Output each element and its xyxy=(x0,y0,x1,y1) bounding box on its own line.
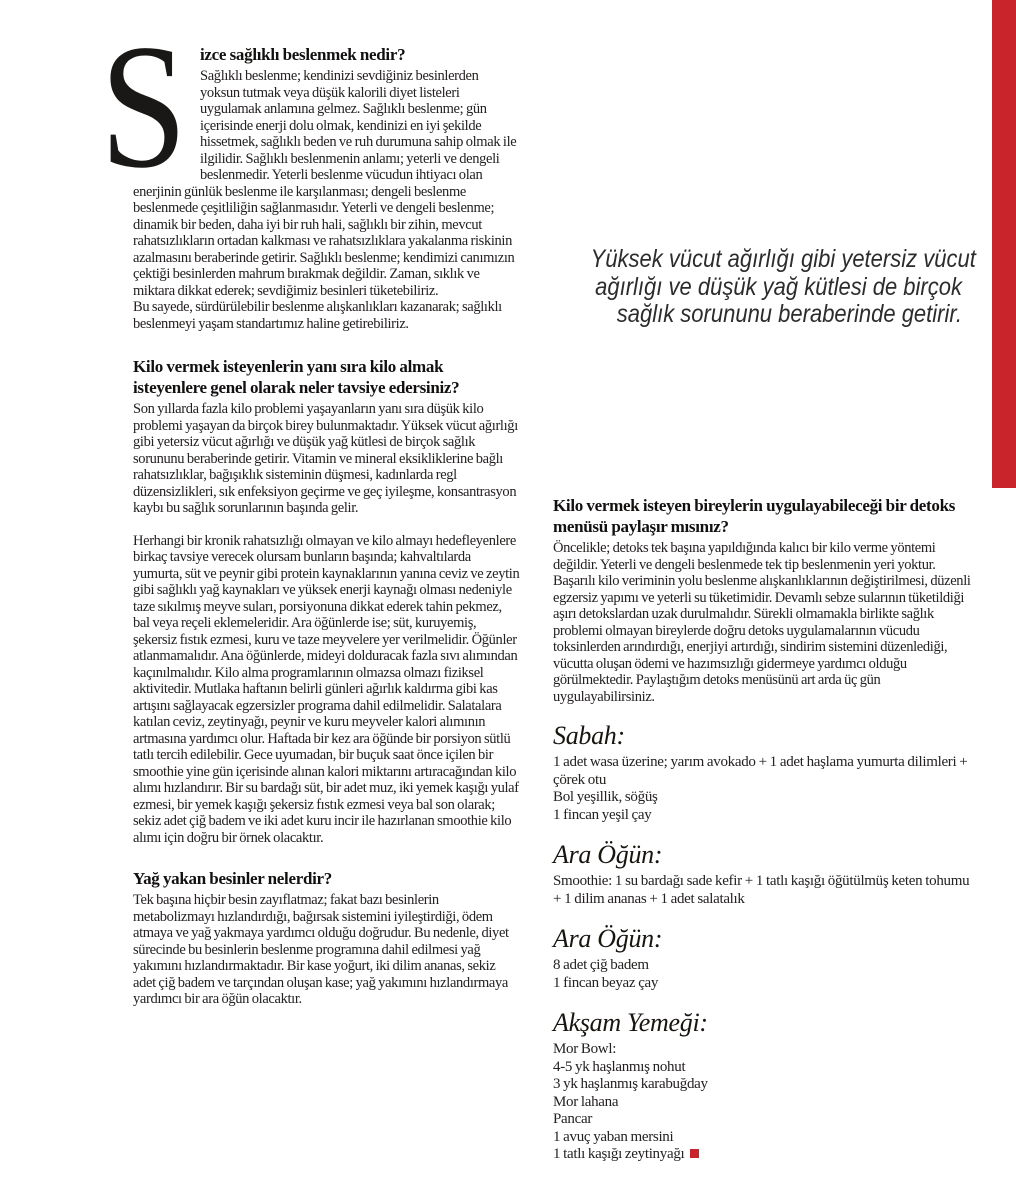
answer-paragraph: Herhangi bir kronik rahatsızlığı olmayan ve kilo almayı hedefleyenlere birkaç tavsiye verecek olursam bunların başında; kahvaltılarda yumurta, süt ve peynir gibi protein kaynaklarının yanına ceviz ve zeytin gibi sağlıklı yağ kaynakları ve yüksek enerji kaynağı olması nedeniyle taze sıkılmış meyve suları, porsiyonuna dikkat ederek tahin pekmez, bal veya reçeli eklemeleridir. Ara öğünlerde ise; süt, kuruyemiş, şekersiz fıstık ezmesi, kuru ve taze meyvelere yer verilmelidir. Öğünler atlanmamalıdır. Ana öğünlerde, mideyi dolduracak fazla sıvı alımından kaçınılmalıdır. Kilo alma programlarının olmazsa olmazı fiziksel aktivitedir. Mutlaka haftanın belirli günleri ağırlık kaldırma gibi kas artışını sağlayacak egzersizler programa dahil edilmelidir. Salatalara katılan ceviz, zeytinyağı, peynir ve kuru meyveler kalori alımının artmasına yardımcı olur. Haftada bir kez ara öğünde bir porsiyon sütlü tatlı tercih edilebilir. Gece uyumadan, bir buçuk saat önce içilen bir smoothie yine gün içerisinde alınan kalori miktarını artıracağından kilo alımı hızlandırır. Bir su bardağı süt, bir adet muz, iki yemek kaşığı yulaf ezmesi, bir yemek kaşığı şekersiz fıstık ezmesi veya bal son olarak; sekiz adet çiğ badem ve iki adet kuru incir ile hazırlanan smoothie kilo alımı için doğru bir örnek olacaktır. xyxy=(133,532,520,846)
meal-item: 3 yk haşlanmış karabuğday xyxy=(553,1076,708,1092)
answer-paragraph: Sağlıklı beslenme; kendinizi sevdiğiniz besinlerden yoksun tutmak veya düşük kalorili diyet listeleri uygulamak anlamına gelmez. Sağlıklı beslenme; gün içerisinde enerji dolu olmak, kendinizi en iyi şekilde hissetmek, sağlıklı beden ve ruh durumuna sahip olmak ile ilgilidir. Sağlıklı beslenmenin anlamı; yeterli ve dengeli beslenmedir. Yeterli beslenme vücudun ihtiyacı olan enerjinin günlük beslenme ile karşılanması; dengeli beslenme beslenmede çeşitliliğin sağlanmasıdır. Yeterli ve dengeli beslenme; dinamik bir beden, daha iyi bir ruh hali, sağlıklı bir zihin, mevcut rahatsızlıkların ortadan kalkması ve rahatsızlıklara yakalanma riskinin azalmasını beraberinde getirir. Sağlıklı beslenme; kendimizi canımızın çektiği besinlerden mahrum bırakmak değildir. Zaman, sıklık ve miktara dikkat ederek; sevdiğimiz besinleri tüketebiliriz. xyxy=(133,68,517,299)
meal-section-ara-ogun-2 xyxy=(553,925,977,992)
pull-quote-line: Yüksek vücut ağırlığı gibi yetersiz vücut xyxy=(590,245,976,273)
drop-cap: S xyxy=(100,7,188,205)
meal-item: Smoothie: 1 su bardağı sade kefir + 1 tatlı kaşığı öğütülmüş keten tohumu + 1 dilim ananas + 1 adet salatalık xyxy=(553,873,970,907)
article-right-column xyxy=(553,495,977,1164)
meal-item: Mor Bowl: xyxy=(553,1041,617,1057)
meal-item: 8 adet çiğ badem xyxy=(553,957,649,973)
meal-title: Ara Öğün: xyxy=(553,840,663,869)
meal-item: 1 fincan yeşil çay xyxy=(553,806,652,823)
answer-paragraph: Öncelikle; detoks tek başına yapıldığında kalıcı bir kilo verme yöntemi değildir. Yeterli ve dengeli beslenmede tek tip beslenmenin yeri yoktur. Başarılı kilo veriminin yolu beslenme alışkanlıklarının değiştirilmesi, düzenli egzersiz yapımı ve yeterli su tüketimidir. Devamlı sebze sularının tüketildiği aşırı detokslardan uzak durulmalıdır. Sürekli olmamakla birlikte sağlık problemi olmayan bireylerde doğru detoks uygulamalarının vücudu toksinlerden arındırdığı, enerjiyi artırdığı, sindirim sistemini düzenlediği, vücutta oluşan ödemi ve hazımsızlığı gidermeye yardımcı olduğu görülmektedir. Paylaştığım detoks menüsünü art arda üç gün uygulayabilirsiniz. xyxy=(553,540,971,705)
question-heading-3: Yağ yakan besinler nelerdir? xyxy=(133,869,332,888)
pull-quote-line: sağlık sorununu beraberinde getirir. xyxy=(616,300,962,328)
question-heading-4: Kilo vermek isteyen bireylerin uygulayabileceği bir detoks menüsü paylaşır mısınız? xyxy=(553,496,956,536)
meal-title: Ara Öğün: xyxy=(553,924,663,953)
meal-item: 1 fincan beyaz çay xyxy=(553,974,659,991)
article-left-column xyxy=(100,7,520,1008)
meal-section-aksam-yemegi xyxy=(553,1009,977,1164)
pull-quote-line: ağırlığı ve düşük yağ kütlesi de birçok xyxy=(595,272,962,301)
meal-item-last xyxy=(553,1146,977,1164)
question-heading-1: izce sağlıklı beslenmek nedir? xyxy=(200,45,406,64)
meal-section-ara-ogun-1 xyxy=(553,841,977,908)
red-sidebar-bar xyxy=(992,0,1016,488)
answer-paragraph: Tek başına hiçbir besin zayıflatmaz; fakat bazı besinlerin metabolizmayı hızlandırdığı, bağırsak sistemini iyileştirdiği, ödem atmaya ve yağ yakmaya yardımcı olduğu doğrudur. Bu nedenle, diyet sürecinde bu besinlerin beslenme programına dahil edilmesi yağ yakımını hızlandırmaktadır. Bir kase yoğurt, iki dilim ananas, sekiz adet çiğ badem ve tarçından oluşan kase; yağ yakımını hızlandırmaya yardımcı bir ara öğün olacaktır. xyxy=(133,892,509,1007)
meal-item-text: 1 tatlı kaşığı zeytinyağı xyxy=(553,1146,685,1162)
meal-item: Pancar xyxy=(553,1111,593,1127)
pull-quote xyxy=(540,245,976,329)
meal-item: Mor lahana xyxy=(553,1093,619,1110)
end-of-article-marker xyxy=(690,1149,699,1158)
meal-item: 1 adet wasa üzerine; yarım avokado + 1 adet haşlama yumurta dilimleri + çörek otu xyxy=(553,754,968,788)
answer-paragraph: Son yıllarda fazla kilo problemi yaşayanların yanı sıra düşük kilo problemi yaşayan da birçok birey bulunmaktadır. Yüksek vücut ağırlığı gibi yetersiz vücut ağırlığı ve düşük yağ kütlesi de birçok sağlık sorununu beraberinde getirir. Vitamin ve mineral eksikliklerine bağlı rahatsızlıklar, bağışıklık sisteminin düşmesi, kadınlarda regl düzensizlikleri, sık enfeksiyon geçirme ve geç iyileşme, konsantrasyon kaybı bu sağlık sorunlarının başında gelir. xyxy=(133,401,518,516)
answer-paragraph: Bu sayede, sürdürülebilir beslenme alışkanlıkları kazanarak; sağlıklı beslenmeyi yaşam standartımız haline getirebiliriz. xyxy=(133,299,502,332)
meal-item: 4-5 yk haşlanmış nohut xyxy=(553,1058,686,1075)
question-heading-2: Kilo vermek isteyenlerin yanı sıra kilo almak isteyenlere genel olarak neler tavsiye edersiniz? xyxy=(133,357,460,397)
meal-title: Akşam Yemeği: xyxy=(553,1008,708,1037)
meal-section-sabah xyxy=(553,722,977,824)
meal-item: 1 avuç yaban mersini xyxy=(553,1128,674,1145)
meal-title: Sabah: xyxy=(553,721,625,750)
meal-item: Bol yeşillik, söğüş xyxy=(553,789,658,805)
